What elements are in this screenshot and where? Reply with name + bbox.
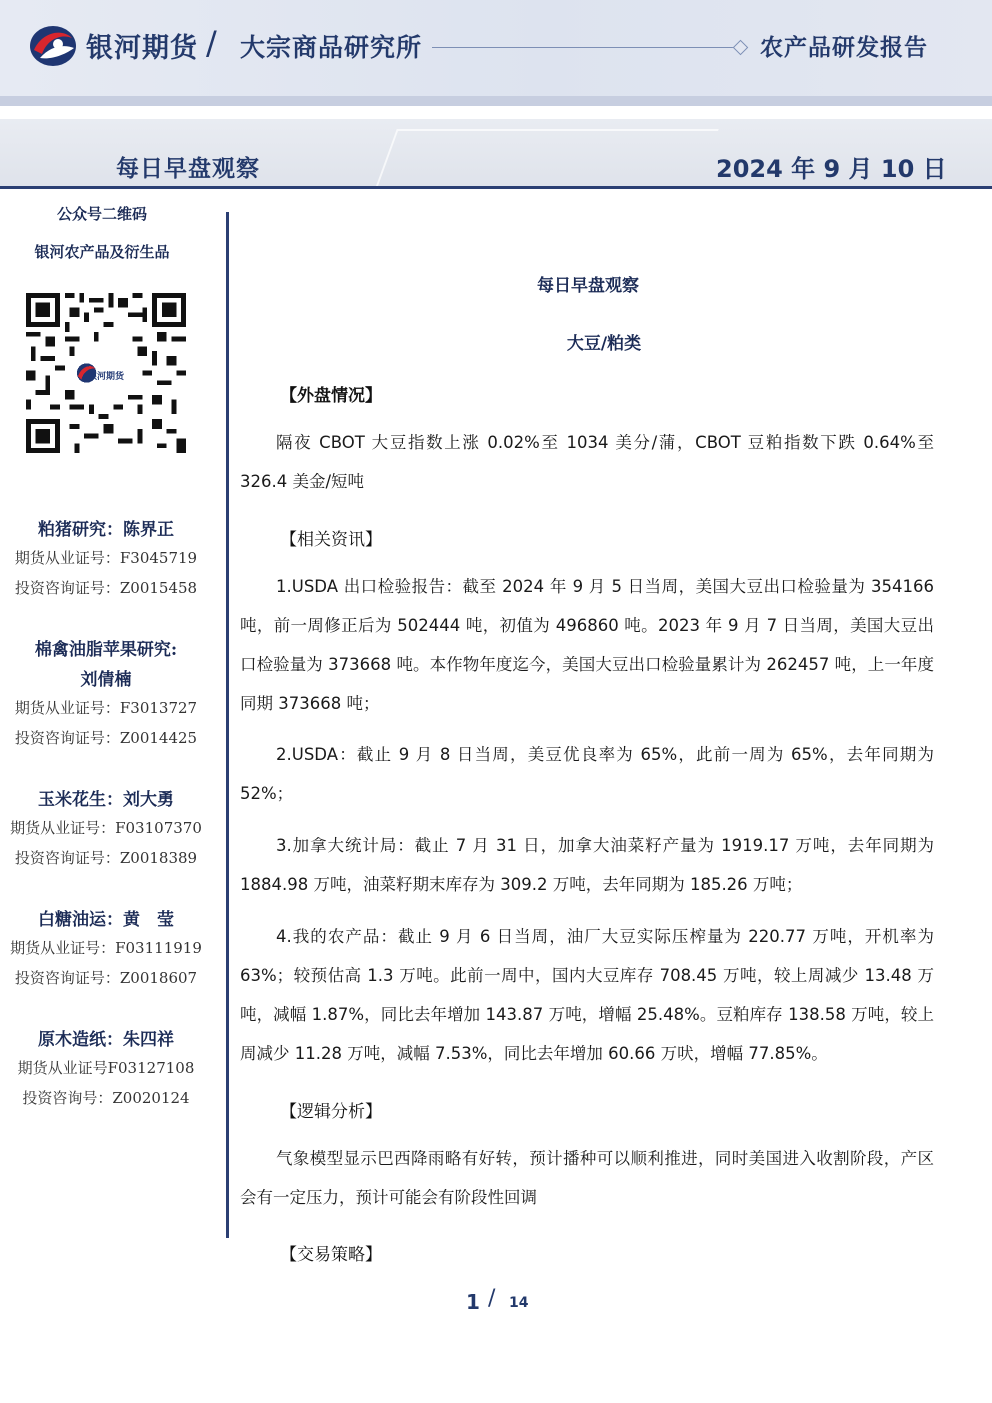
header-band	[0, 96, 992, 106]
section-overseas-title: 【外盘情况】	[280, 386, 382, 406]
page-number: 1	[466, 1290, 480, 1314]
section-strategy-title: 【交易策略】	[280, 1245, 382, 1265]
news-item-3: 3.加拿大统计局：截止 7 月 31 日，加拿大油菜籽产量为 1919.17 万吨，去年同期为 1884.98 万吨，油菜籽期末库存为 309.2 万吨，去年同期为 185.26 万吨；	[240, 836, 934, 894]
analyst-2-consult-cert: 投资咨询证号：Z0014425	[14, 729, 198, 747]
qr-caption: 公众号二维码	[56, 205, 147, 223]
analyst-1-futures-cert: 期货从业证号：F3045719	[14, 549, 198, 567]
content-subheading: 大豆/粕类	[566, 334, 642, 354]
header-rule	[432, 47, 734, 48]
news-item-4: 4.我的农产品：截止 9 月 6 日当周，油厂大豆实际压榨量为 220.77 万吨，开机率为 63%；较预估高 1.3 万吨。此前一周中，国内大豆库存 708.45 万吨，较上周减少 13.48 万吨，减幅 1.87%，同比去年增加 143.87 万吨，增幅 25.48%。豆粕库存 138.58 万吨，较上周减少 11.28 万吨，减幅 7.53%，同比去年增加 60.66 万吠，增幅 77.85%。	[240, 927, 934, 1063]
title-decoration	[363, 129, 718, 186]
title-bar	[0, 119, 992, 186]
diamond-icon	[733, 40, 749, 56]
header-gap	[0, 106, 992, 119]
section-overseas-text: 隔夜 CBOT 大豆指数上涨 0.02%至 1034 美分/蒲，CBOT 豆粕指数下跌 0.64%至 326.4 美金/短吨	[240, 433, 934, 491]
analyst-5-futures-cert: 期货从业证号F03127108	[17, 1059, 195, 1077]
analyst-4-futures-cert: 期货从业证号：F03111919	[10, 939, 202, 957]
news-item-2: 2.USDA：截止 9 月 8 日当周，美豆优良率为 65%，此前一周为 65%，去年同期为 52%；	[240, 745, 934, 803]
analyst-5-consult-cert: 投资咨询号：Z0020124	[22, 1089, 190, 1107]
analyst-1-role: 粕猪研究：陈界正	[38, 520, 174, 540]
qr-account-name: 银河农产品及衍生品	[34, 243, 170, 261]
report-type: 农产品研发报告	[760, 35, 928, 61]
report-header	[0, 0, 992, 96]
section-news-title: 【相关资讯】	[280, 530, 382, 550]
page-separator: /	[488, 1286, 496, 1311]
brand-name: 银河期货	[86, 33, 198, 64]
analyst-2-futures-cert: 期货从业证号：F3013727	[14, 699, 198, 717]
analyst-2-role: 棉禽油脂苹果研究:	[34, 640, 178, 660]
analyst-4-consult-cert: 投资咨询证号：Z0018607	[14, 969, 198, 987]
institute-name: 大宗商品研究所	[240, 33, 423, 62]
analyst-3-role: 玉米花生：刘大勇	[38, 790, 174, 810]
report-title: 每日早盘观察	[116, 156, 260, 182]
section-logic-text: 气象模型显示巴西降雨略有好转，预计播种可以顺利推进，同时美国进入收割阶段，产区会有一定压力，预计可能会有阶段性回调	[240, 1149, 934, 1207]
page-total: 14	[509, 1295, 529, 1311]
report-date: 2024 年 9 月 10 日	[716, 155, 947, 183]
analyst-5-role: 原木造纸：朱四祥	[38, 1030, 174, 1050]
sidebar-divider	[226, 212, 229, 1238]
analyst-3-futures-cert: 期货从业证号：F03107370	[10, 819, 202, 837]
analyst-4-role: 白糖油运：黄 莹	[38, 910, 174, 930]
content-heading: 每日早盘观察	[537, 276, 639, 296]
analyst-2-name: 刘倩楠	[80, 670, 132, 690]
header-slash: /	[206, 24, 217, 62]
analyst-1-consult-cert: 投资咨询证号：Z0015458	[14, 579, 198, 597]
news-item-1: 1.USDA 出口检验报告：截至 2024 年 9 月 5 日当周，美国大豆出口检验量为 354166 吨，前一周修正后为 502444 吨，初值为 496860 吨。2023 年 9 月 7 日当周，美国大豆出口检验量为 373668 吨。本作物年度迄今，美国大豆出口检验量累计为 262457 吨，上一年度同期 373668 吨；	[240, 577, 934, 713]
analyst-3-consult-cert: 投资咨询证号：Z0018389	[14, 849, 198, 867]
title-underline	[0, 186, 992, 189]
qr-logo-text: 银河期货	[88, 372, 125, 382]
section-logic-title: 【逻辑分析】	[280, 1102, 382, 1122]
galaxy-futures-logo-icon	[28, 24, 78, 68]
